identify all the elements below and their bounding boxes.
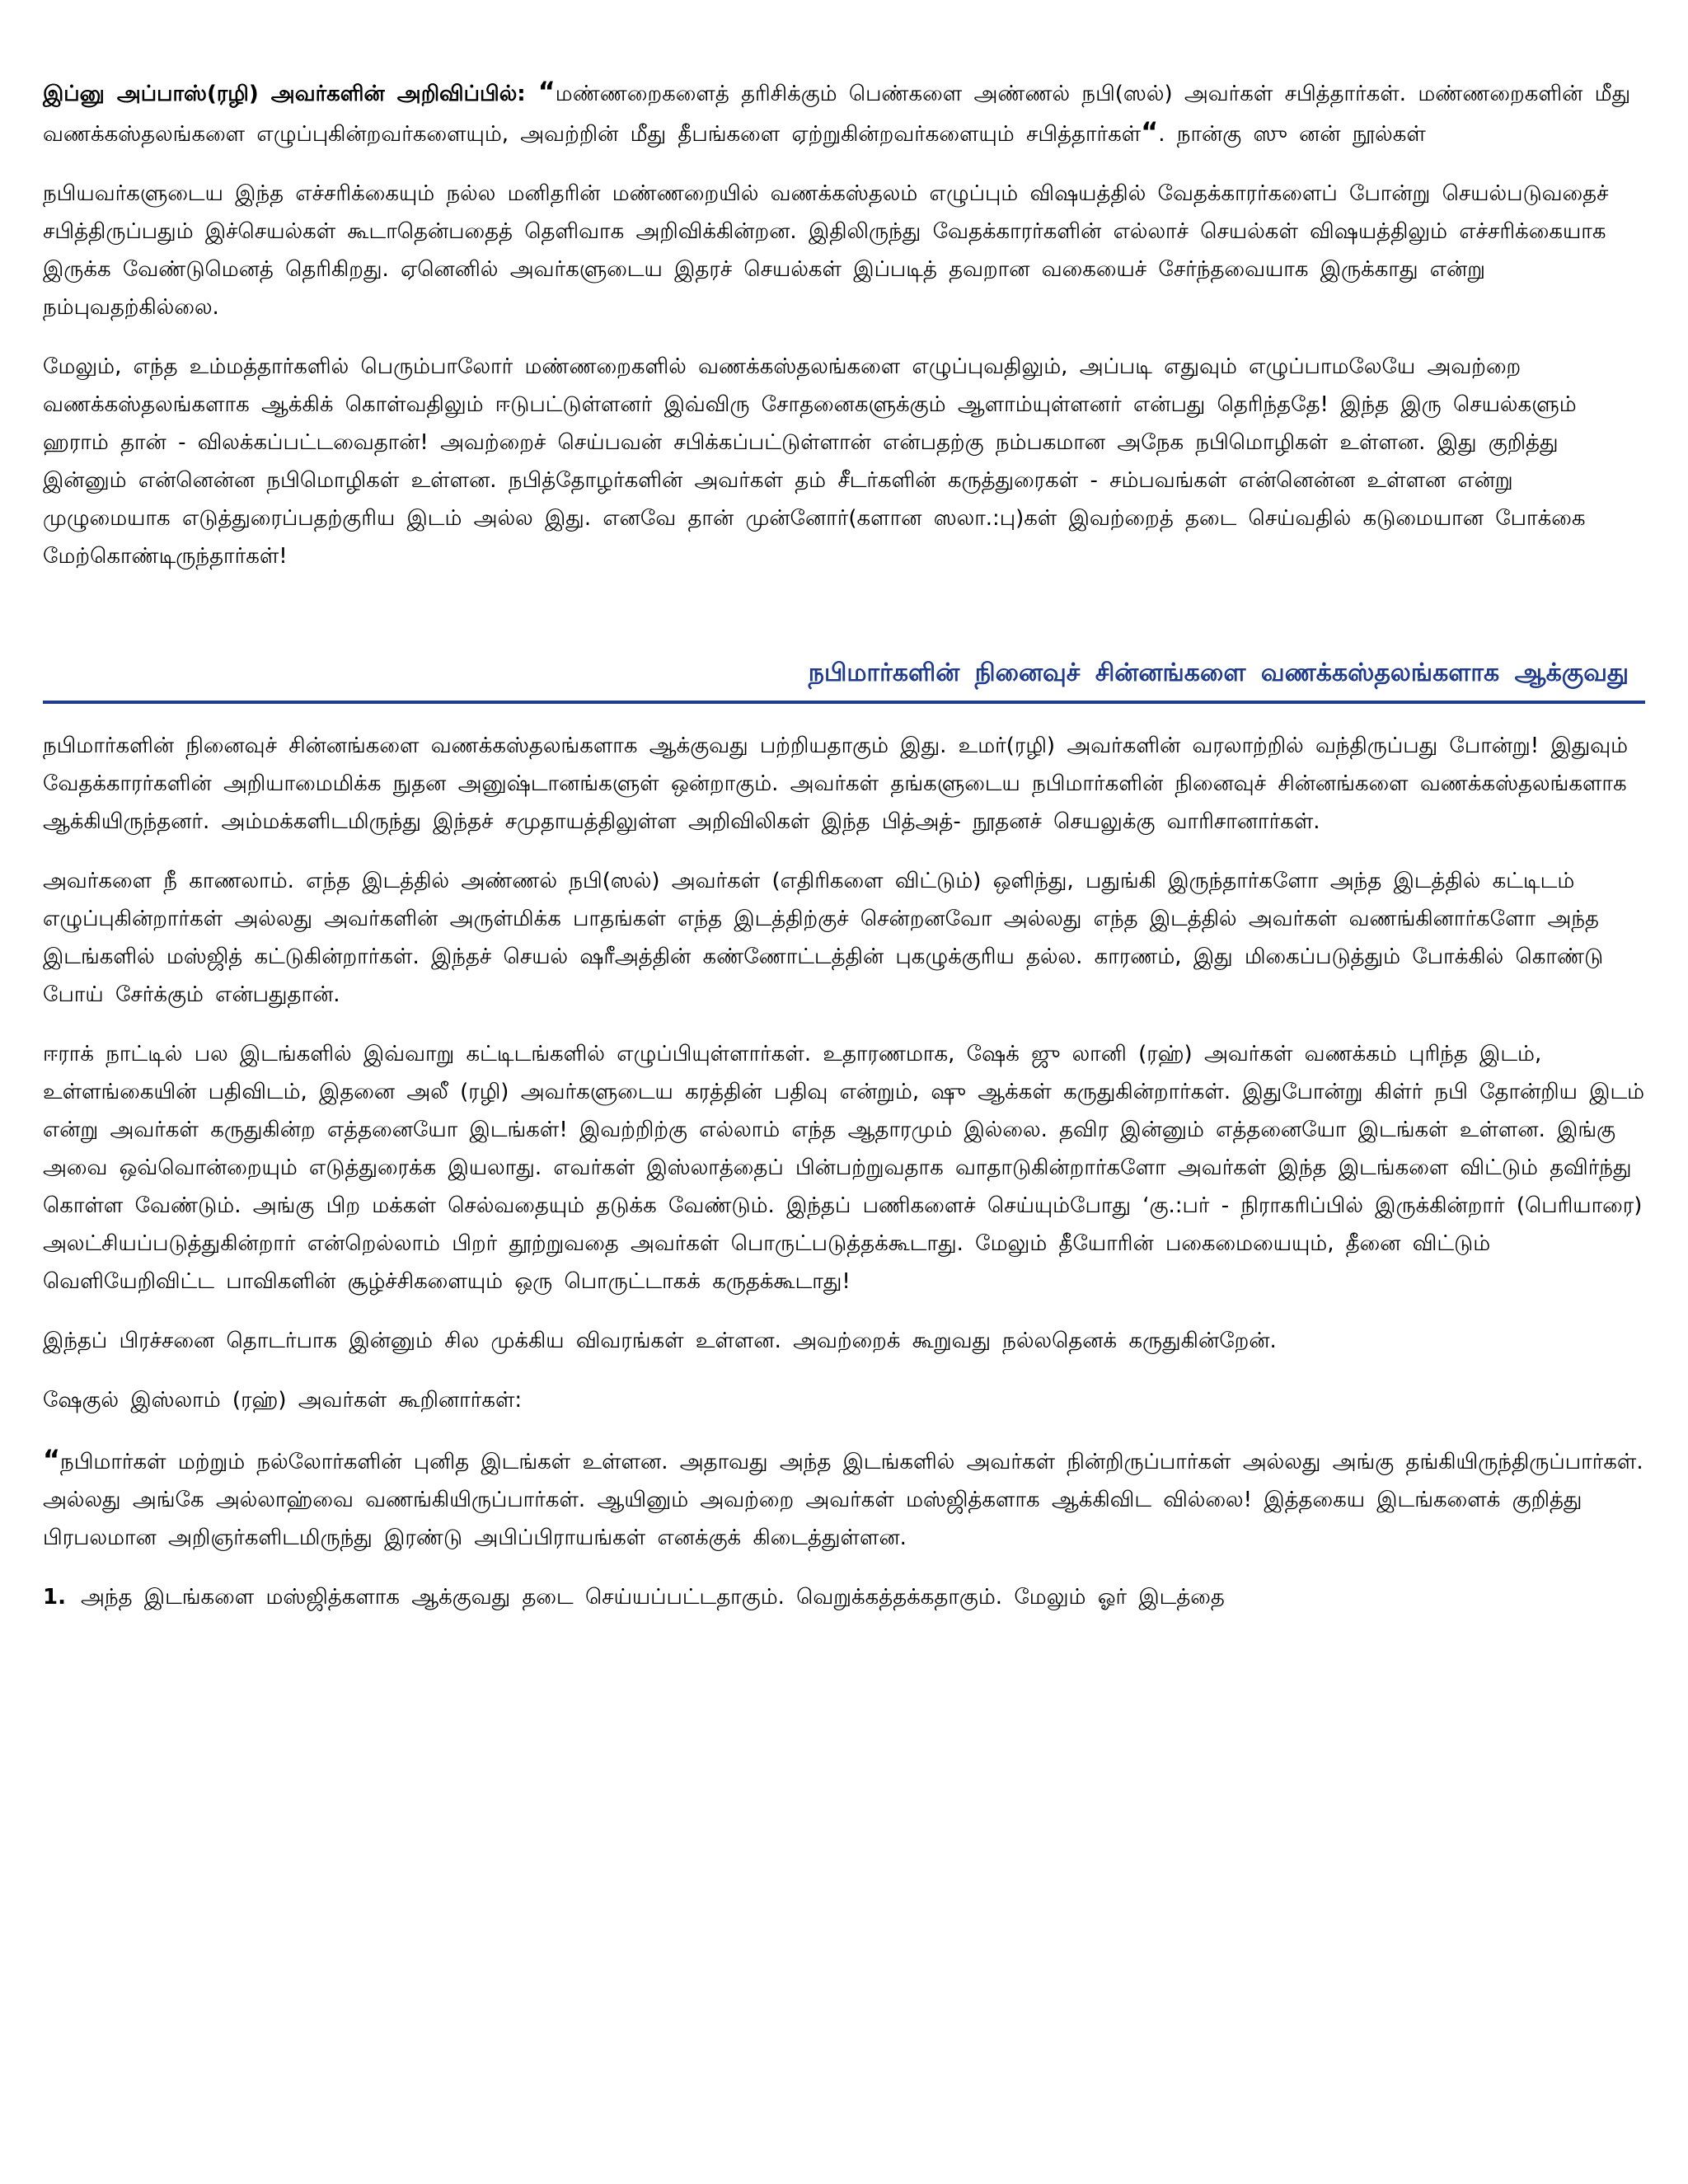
paragraph-shaykh-intro bbox=[43, 1381, 1645, 1419]
list-item-number: 1. bbox=[43, 1585, 66, 1610]
paragraph-text: நபிமார்களின் நினைவுச் சின்னங்களை வணக்கஸ்தலங்களாக ஆக்குவது பற்றியதாகும் இது. உமர்(ரழி) அவர்களின் வரலாற்றில் வந்திருப்பது போன்று! இதுவும் வேதக்காரர்களின் அறியாமைமிக்க நுதன அனுஷ்டானங்களுள் ஒன்றாகும். அவர்கள் தங்களுடைய நபிமார்களின் நினைவுச் சின்னங்களை வணக்கஸ்தலங்களாக ஆக்கியிருந்தனர். அம்மக்களிடமிருந்து இந்தச் சமுதாயத்திலுள்ள அறிவிலிகள் இந்த பித்அத்- நூதனச் செயலுக்கு வாரிசானார்கள். bbox=[43, 733, 1629, 834]
paragraph-text: நபியவர்களுடைய இந்த எச்சரிக்கையும் நல்ல மனிதரின் மண்ணறையில் வணக்கஸ்தலம் எழுப்பும் விஷயத்தில் வேதக்காரர்களைப் போன்று செயல்படுவதைச் சபித்திருப்பதும் இச்செயல்கள் கூடாதென்பதைத் தெளிவாக அறிவிக்கின்றன. இதிலிருந்து வேதக்காரர்களின் எல்லாச் செயல்கள் விஷயத்திலும் எச்சரிக்கையாக இருக்க வேண்டுமெனத் தெரிகிறது. ஏனெனில் அவர்களுடைய இதரச் செயல்கள் இப்படித் தவறான வகையைச் சேர்ந்தவையாக இருக்காது என்று நம்புவதற்கில்லை. bbox=[43, 181, 1609, 320]
section-spacer bbox=[43, 597, 1645, 654]
paragraph-ummah bbox=[43, 348, 1645, 575]
list-item bbox=[43, 1578, 1645, 1616]
top-paragraphs bbox=[43, 73, 1645, 575]
document-page bbox=[43, 73, 1645, 1638]
paragraph-text: ஈராக் நாட்டில் பல இடங்களில் இவ்வாறு கட்டிடங்களில் எழுப்பியுள்ளார்கள். உதாரணமாக, ஷேக் ஜு லானி (ரஹ்) அவர்கள் வணக்கம் புரிந்த இடம், உள்ளங்கையின் பதிவிடம், இதனை அலீ (ரழி) அவர்களுடைய கரத்தின் பதிவு என்றும், ஷு ஆக்கள் கருதுகின்றார்கள். இதுபோன்று கிள்ர் நபி தோன்றிய இடம் என்று அவர்கள் கருதுகின்ற எத்தனையோ இடங்கள்! இவற்றிற்கு எல்லாம் எந்த ஆதாரமும் இல்லை. தவிர இன்னும் எத்தனையோ இடங்கள் உள்ளன. இங்கு அவை ஒவ்வொன்றையும் எடுத்துரைக்க இயலாது. எவர்கள் இஸ்லாத்தைப் பின்பற்றுவதாக வாதாடுகின்றார்களோ அவர்கள் இந்த இடங்களை விட்டும் தவிர்ந்து கொள்ள வேண்டும். அங்கு பிற மக்கள் செல்வதையும் தடுக்க வேண்டும். இந்தப் பணிகளைச் செய்யும்போது ‘கு.:பர் - நிராகரிப்பில் இருக்கின்றார் (பெரியாரை) அலட்சியப்படுத்துகின்றார் என்றெல்லாம் பிறர் தூற்றுவதை அவர்கள் பொருட்படுத்தக்கூடாது. மேலும் தீயோரின் பகைமையையும், தீனை விட்டும் வெளியேறிவிட்ட பாவிகளின் சூழ்ச்சிகளையும் ஒரு பொருட்டாகக் கருதக்கூடாது! bbox=[43, 1042, 1645, 1294]
bottom-paragraphs bbox=[43, 727, 1645, 1616]
paragraph-places bbox=[43, 862, 1645, 1014]
paragraph-source: . நான்கு ஸு னன் நூல்கள் bbox=[1158, 122, 1426, 147]
paragraph-quote bbox=[43, 1441, 1645, 1557]
open-quote: “ bbox=[537, 76, 556, 107]
paragraph-memorials bbox=[43, 727, 1645, 841]
paragraph-iraq bbox=[43, 1035, 1645, 1301]
section-divider bbox=[43, 701, 1645, 704]
paragraph-text: அவர்களை நீ காணலாம். எந்த இடத்தில் அண்ணல் நபி(ஸல்) அவர்கள் (எதிரிகளை விட்டும்) ஒளிந்து, பதுங்கி இருந்தார்களோ அந்த இடத்தில் கட்டிடம் எழுப்புகின்றார்கள் அல்லது அவர்களின் அருள்மிக்க பாதங்கள் எந்த இடத்திற்குச் சென்றனவோ அல்லது எந்த இடத்தில் அவர்கள் வணங்கினார்களோ அந்த இடங்களில் மஸ்ஜித் கட்டுகின்றார்கள். இந்தச் செயல் ஷரீஅத்தின் கண்ணோட்டத்தின் புகழுக்குரிய தல்ல. காரணம், இது மிகைப்படுத்தும் போக்கில் கொண்டு போய் சேர்க்கும் என்பதுதான். bbox=[43, 869, 1604, 1007]
paragraph-hadith-ibn-abbas bbox=[43, 73, 1645, 153]
paragraph-text: நபிமார்கள் மற்றும் நல்லோர்களின் புனித இடங்கள் உள்ளன. அதாவது அந்த இடங்களில் அவர்கள் நின்றிருப்பார்கள் அல்லது அங்கு தங்கியிருந்திருப்பார்கள். அல்லது அங்கே அல்லாஹ்வை வணங்கியிருப்பார்கள். ஆயினும் அவற்றை அவர்கள் மஸ்ஜித்களாக ஆக்கிவிட வில்லை! இத்தகைய இடங்களைக் குறித்து பிரபலமான அறிஞர்களிடமிருந்து இரண்டு அபிப்பிராயங்கள் எனக்குக் கிடைத்துள்ளன. bbox=[43, 1450, 1643, 1550]
paragraph-text: மண்ணறைகளைத் தரிசிக்கும் பெண்களை அண்ணல் நபி(ஸல்) அவர்கள் சபித்தார்கள். மண்ணறைகளின் மீது வணக்கஸ்தலங்களை எழுப்புகின்றவர்களையும், அவற்றின் மீது தீபங்களை ஏற்றுகின்றவர்களையும் சபித்தார்கள் bbox=[43, 82, 1631, 147]
paragraph-lead: இப்னு அப்பாஸ்(ரழி) அவர்களின் அறிவிப்பில்: bbox=[43, 82, 538, 106]
paragraph-warning bbox=[43, 175, 1645, 326]
open-quote: “ bbox=[43, 1444, 61, 1475]
list-item-text: அந்த இடங்களை மஸ்ஜித்களாக ஆக்குவது தடை செய்யப்பட்டதாகும். வெறுக்கத்தக்கதாகும். மேலும் ஓர் இடத்தை bbox=[81, 1585, 1225, 1610]
paragraph-details bbox=[43, 1322, 1645, 1360]
paragraph-text: மேலும், எந்த உம்மத்தார்களில் பெரும்பாலோர் மண்ணறைகளில் வணக்கஸ்தலங்களை எழுப்புவதிலும், அப்படி எதுவும் எழுப்பாமலேயே அவற்றை வணக்கஸ்தலங்களாக ஆக்கிக் கொள்வதிலும் ஈடுபட்டுள்ளனர் இவ்விரு சோதனைகளுக்கும் ஆளாம்யுள்ளனர் என்பது தெரிந்ததே! இந்த இரு செயல்களும் ஹராம் தான் - விலக்கப்பட்டவைதான்! அவற்றைச் செய்பவன் சபிக்கப்பட்டுள்ளான் என்பதற்கு நம்பகமான அநேக நபிமொழிகள் உள்ளன. இது குறித்து இன்னும் என்னென்ன நபிமொழிகள் உள்ளன. நபித்தோழர்களின் அவர்கள் தம் சீடர்களின் கருத்துரைகள் - சம்பவங்கள் என்னென்ன உள்ளன என்று முழுமையாக எடுத்துரைப்பதற்குரிய இடம் அல்ல இது. எனவே தான் முன்னோர்(களான ஸலா.:பு)கள் இவற்றைத் தடை செய்வதில் கடுமையான போக்கை மேற்கொண்டிருந்தார்கள்! bbox=[43, 354, 1586, 569]
close-quote: “ bbox=[1141, 116, 1159, 148]
paragraph-text: இந்தப் பிரச்சனை தொடர்பாக இன்னும் சில முக்கிய விவரங்கள் உள்ளன. அவற்றைக் கூறுவது நல்லதெனக் கருதுகின்றேன். bbox=[43, 1329, 1277, 1353]
section-heading: நபிமார்களின் நினைவுச் சின்னங்களை வணக்கஸ்தலங்களாக ஆக்குவது bbox=[808, 658, 1629, 687]
paragraph-text: ஷேகுல் இஸ்லாம் (ரஹ்) அவர்கள் கூறினார்கள்: bbox=[43, 1388, 523, 1413]
